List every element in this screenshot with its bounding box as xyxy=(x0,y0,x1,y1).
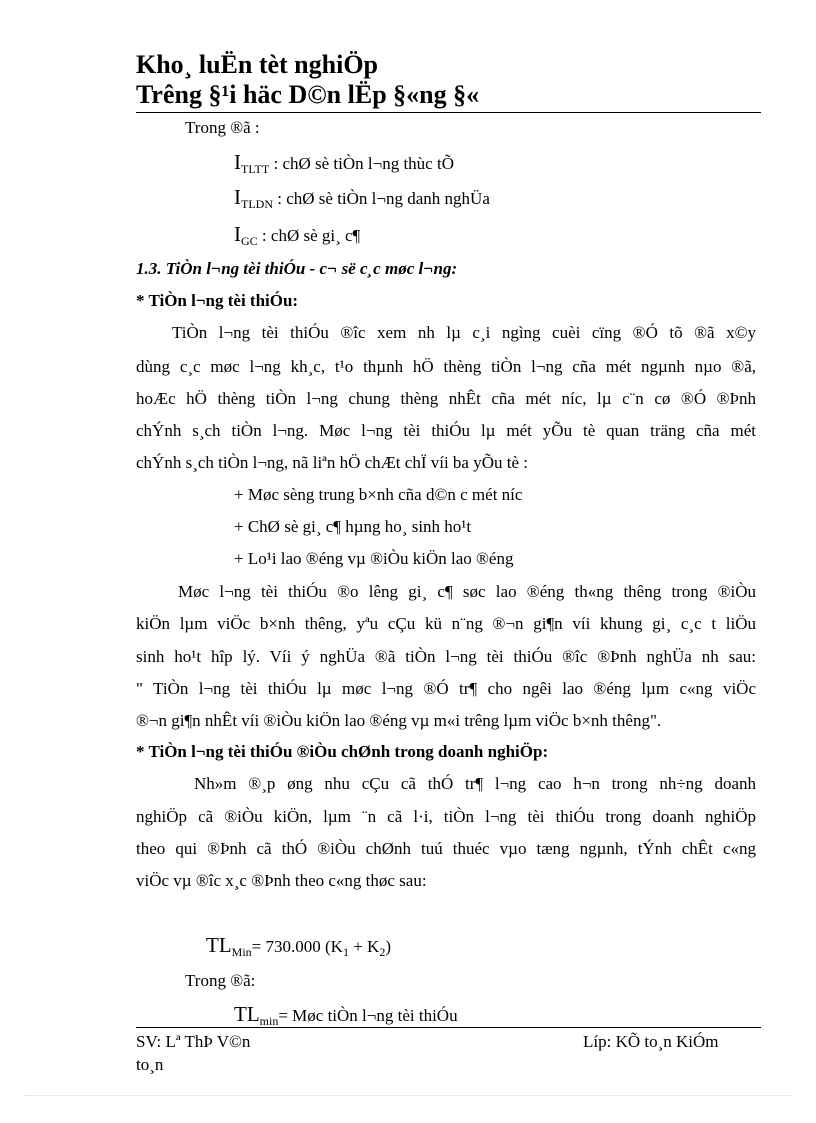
symbol: I xyxy=(234,150,241,174)
formula-k1: 1 xyxy=(342,945,349,959)
header-rule xyxy=(136,112,761,113)
paragraph-line: sinh ho¹t hîp lý. Víi ý nghÜa ®ã tiÒn l¬ng tèi thiÓu ®îc ®Þnh nghÜa nh sau: xyxy=(136,647,756,666)
formula-plus: + K xyxy=(348,937,380,956)
formula xyxy=(206,933,391,960)
symbol-sub: TLDN xyxy=(241,197,273,211)
symbol: I xyxy=(234,222,241,246)
legend-intro: Trong ®ã : xyxy=(185,118,260,137)
footer-student-cont: to¸n xyxy=(136,1055,164,1074)
paragraph-line: " TiÒn l¬ng tèi thiÓu lµ møc l¬ng ®Ó tr¶ cho ngêi lao ®éng lµm c«ng viÖc xyxy=(136,679,756,698)
subheading-adjusted-wage: * TiÒn l¬ng tèi thiÓu ®iÒu chØnh trong doanh nghiÖp: xyxy=(136,742,549,761)
formula-lhs: TL xyxy=(206,933,232,957)
legend-item-tldn xyxy=(234,185,490,212)
legend-desc: : chØ sè gi¸ c¶ xyxy=(261,226,361,245)
paragraph-line: chÝnh s¸ch tiÒn l¬ng. Møc l¬ng tèi thiÓu lµ mét yÕu tè quan träng cña mét xyxy=(136,421,756,440)
symbol-sub: GC xyxy=(241,234,258,248)
paragraph-line: hoÆc hÖ thèng tiÒn l¬ng chung thèng nhÊt cña mét níc, lµ c¨n cø ®Ó ®Þnh xyxy=(136,389,756,408)
legend-desc: : chØ sè tiÒn l¬ng danh nghÜa xyxy=(277,189,490,208)
section-heading: 1.3. TiÒn l¬ng tèi thiÓu - c¬ së c¸c møc l¬ng: xyxy=(136,259,458,278)
subheading-min-wage: * TiÒn l¬ng tèi thiÓu: xyxy=(136,291,299,310)
definition xyxy=(234,1002,458,1029)
paragraph-line: ®¬n gi¶n nhÊt víi ®iÒu kiÖn lao ®éng vµ m«i trêng lµm viÖc b×nh thêng". xyxy=(136,711,662,730)
where-label: Trong ®ã: xyxy=(185,971,256,990)
definition-text: = Møc tiÒn l¬ng tèi thiÓu xyxy=(278,1006,458,1025)
symbol: I xyxy=(234,185,241,209)
paragraph-line: Møc l¬ng tèi thiÓu ®o lêng gi¸ c¶ søc lao ®éng th«ng thêng trong ®iÒu xyxy=(178,582,756,601)
factor-item: + Møc sèng trung b×nh cña d©n c mét níc xyxy=(234,485,523,504)
legend-item-gc xyxy=(234,222,360,249)
factor-item: + Lo¹i lao ®éng vµ ®iÒu kiÖn lao ®éng xyxy=(234,549,514,568)
symbol-sub: TLTT xyxy=(241,162,270,176)
paragraph-line: theo qui ®Þnh cã thÓ ®iÒu chØnh tuú thuéc vµo tæng ngµnh, tÝnh chÊt c«ng xyxy=(136,839,756,858)
definition-symbol: TL xyxy=(234,1002,260,1026)
paragraph-line: nghiÖp cã ®iÒu kiÖn, lµm ¨n cã l·i, tiÒn l¬ng tèi thiÓu trong doanh nghiÖp xyxy=(136,807,756,826)
definition-sub: min xyxy=(259,1014,279,1028)
page-edge xyxy=(24,1095,792,1096)
paragraph-line: chÝnh s¸ch tiÒn l¬ng, nã liªn hÖ chÆt chÏ víi ba yÕu tè : xyxy=(136,453,528,472)
footer-class: Líp: KÕ to¸n KiÓm xyxy=(583,1032,719,1051)
formula-lhs-sub: Min xyxy=(231,945,252,959)
formula-rhs: = 730.000 (K xyxy=(251,937,343,956)
legend-desc: : chØ sè tiÒn l¬ng thùc tÕ xyxy=(273,154,454,173)
footer-student: SV: Lª ThÞ V©n xyxy=(136,1032,251,1051)
header-school: Trêng §¹i häc D©n lËp §«ng §« xyxy=(136,80,480,109)
factor-item: + ChØ sè gi¸ c¶ hµng ho¸ sinh ho¹t xyxy=(234,517,472,536)
footer-rule xyxy=(136,1027,761,1028)
formula-k2: 2 xyxy=(379,945,386,959)
paragraph-line: kiÖn lµm viÖc b×nh thêng, yªu cÇu kü n¨ng ®¬n gi¶n víi khung gi¸ c¸c t liÖu xyxy=(136,614,756,633)
header-title: Kho¸ luËn tèt nghiÖp xyxy=(136,50,379,79)
paragraph-line: Nh»m ®¸p øng nhu cÇu cã thÓ tr¶ l¬ng cao h¬n trong nh÷ng doanh xyxy=(194,774,756,793)
paragraph-line: dùng c¸c møc l¬ng kh¸c, t¹o thµnh hÖ thèng tiÒn l¬ng cña mét ngµnh nµo ®ã, xyxy=(136,357,756,376)
legend-item-tltt xyxy=(234,150,454,177)
paragraph-line: TiÒn l¬ng tèi thiÓu ®îc xem nh lµ c¸i ngìng cuèi cïng ®Ó tõ ®ã x©y xyxy=(172,323,756,342)
formula-close: ) xyxy=(385,937,391,956)
paragraph-line: viÖc vµ ®îc x¸c ®Þnh theo c«ng thøc sau: xyxy=(136,871,427,890)
